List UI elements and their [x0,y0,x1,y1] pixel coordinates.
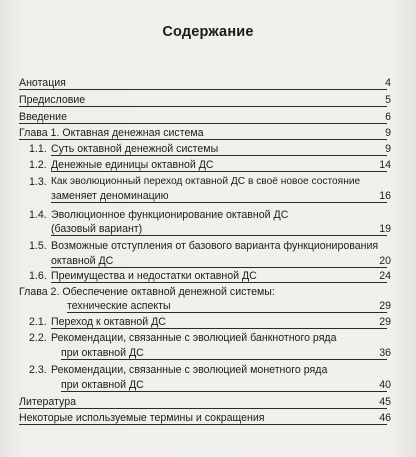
toc-entry-section-2-3[interactable] [0,364,416,376]
toc-entry-label-line-1: Эволюционное функционирование октавной ДС [51,209,289,221]
toc-entry-label: Суть октавной денежной системы [51,143,219,155]
toc-page-number: 45 [379,396,391,408]
toc-entry-label: Преимущества и недостатки октавной ДС [51,270,257,282]
toc-leader-line [51,155,387,156]
toc-entry-section-2-2[interactable] [0,332,416,344]
toc-entry-literature[interactable] [0,396,416,408]
toc-entry-section-2-1[interactable] [0,316,416,328]
toc-section-number: 1.2. [29,159,47,171]
toc-leader-line [51,282,387,283]
toc-section-number: 1.5. [29,240,47,252]
toc-entry-chapter-1[interactable] [0,127,416,139]
toc-section-number: 2.2. [29,332,47,344]
toc-entry-label-line-2: при октавной ДС [61,379,144,391]
toc-entry-section-1-6[interactable] [0,270,416,282]
toc-entry-section-1-2[interactable] [0,159,416,171]
toc-entry-label-line-2: при октавной ДС [61,347,144,359]
toc-page-number: 46 [379,412,391,424]
toc-page-number: 20 [379,255,391,267]
toc-entry-terms[interactable] [0,412,416,424]
toc-leader-line [51,202,387,203]
toc-page-number: 4 [385,77,391,89]
toc-entry-section-1-3[interactable] [0,176,416,188]
toc-leader-line [19,408,387,409]
toc-entry-section-2-3-cont [0,379,416,391]
toc-entry-label: Анотация [19,77,66,89]
toc-leader-line [51,171,387,172]
toc-leader-line [61,391,387,392]
toc-entry-introduction[interactable] [0,111,416,123]
toc-page-number: 19 [379,223,391,235]
toc-page-number: 6 [385,111,391,123]
toc-entry-label: Некоторые используемые термины и сокращения [19,412,265,424]
toc-leader-line [19,123,387,124]
toc-leader-line [67,312,387,313]
toc-entry-label: Введение [19,111,67,123]
toc-entry-label-line-1: Рекомендации, связанные с эволюцией банкнотного ряда [51,332,337,344]
toc-entry-section-1-4[interactable] [0,209,416,221]
toc-page-number: 9 [385,143,391,155]
toc-entry-section-1-5-cont [0,255,416,267]
toc-entry-label-line-2: октавной ДС [51,255,114,267]
toc-page-number: 5 [385,94,391,106]
toc-leader-line [19,424,387,425]
toc-leader-line [19,106,387,107]
toc-entry-section-1-5[interactable] [0,240,416,252]
toc-section-number: 1.4. [29,209,47,221]
toc-entry-annotation[interactable] [0,77,416,89]
toc-page-number: 29 [379,316,391,328]
toc-section-number: 2.1. [29,316,47,328]
toc-entry-label: Предисловие [19,94,86,106]
toc-entry-section-2-2-cont [0,347,416,359]
toc-leader-line [19,139,387,140]
toc-entry-section-1-4-cont [0,223,416,235]
toc-entry-label-line-1: Рекомендации, связанные с эволюцией монетного ряда [51,364,328,376]
toc-entry-label: Литература [19,396,76,408]
toc-chapter-label: Глава 1. Октавная денежная система [19,127,204,139]
toc-entry-section-1-1[interactable] [0,143,416,155]
toc-entry-label: Переход к октавной ДС [51,316,166,328]
toc-page-number: 16 [379,190,391,202]
toc-page-number: 36 [379,347,391,359]
toc-section-number: 1.6. [29,270,47,282]
toc-entry-preface[interactable] [0,94,416,106]
toc-page-number: 14 [379,159,391,171]
toc-entry-chapter-2-cont [0,300,416,312]
toc-entry-label-line-2: (базовый вариант) [51,223,143,235]
toc-entry-label-line-1: Как эволюционный переход октавной ДС в своё новое состояние [51,176,361,187]
toc-entry-label-line-2: заменяет деноминацию [51,190,169,202]
toc-entry-section-1-3-cont [0,190,416,202]
toc-page-number: 24 [379,270,391,282]
toc-section-number: 1.1. [29,143,47,155]
toc-entry-label: Денежные единицы октавной ДС [51,159,214,171]
page-title: Содержание [162,24,254,40]
toc-page-number: 29 [379,300,391,312]
toc-entry-label-line-1: Возможные отступления от базового варианта функционирования [51,240,379,252]
toc-section-number: 2.3. [29,364,47,376]
toc-page-number: 40 [379,379,391,391]
toc-leader-line [61,359,387,360]
toc-leader-line [51,328,387,329]
toc-leader-line [51,267,387,268]
toc-section-number: 1.3. [29,176,47,188]
toc-leader-line [19,89,387,90]
toc-chapter-label-line-2: технические аспекты [67,300,171,312]
toc-entry-chapter-2[interactable] [0,286,416,298]
toc-chapter-label-line-1: Глава 2. Обеспечение октавной денежной системы: [19,286,275,298]
toc-leader-line [51,235,387,236]
toc-page-number: 9 [385,127,391,139]
